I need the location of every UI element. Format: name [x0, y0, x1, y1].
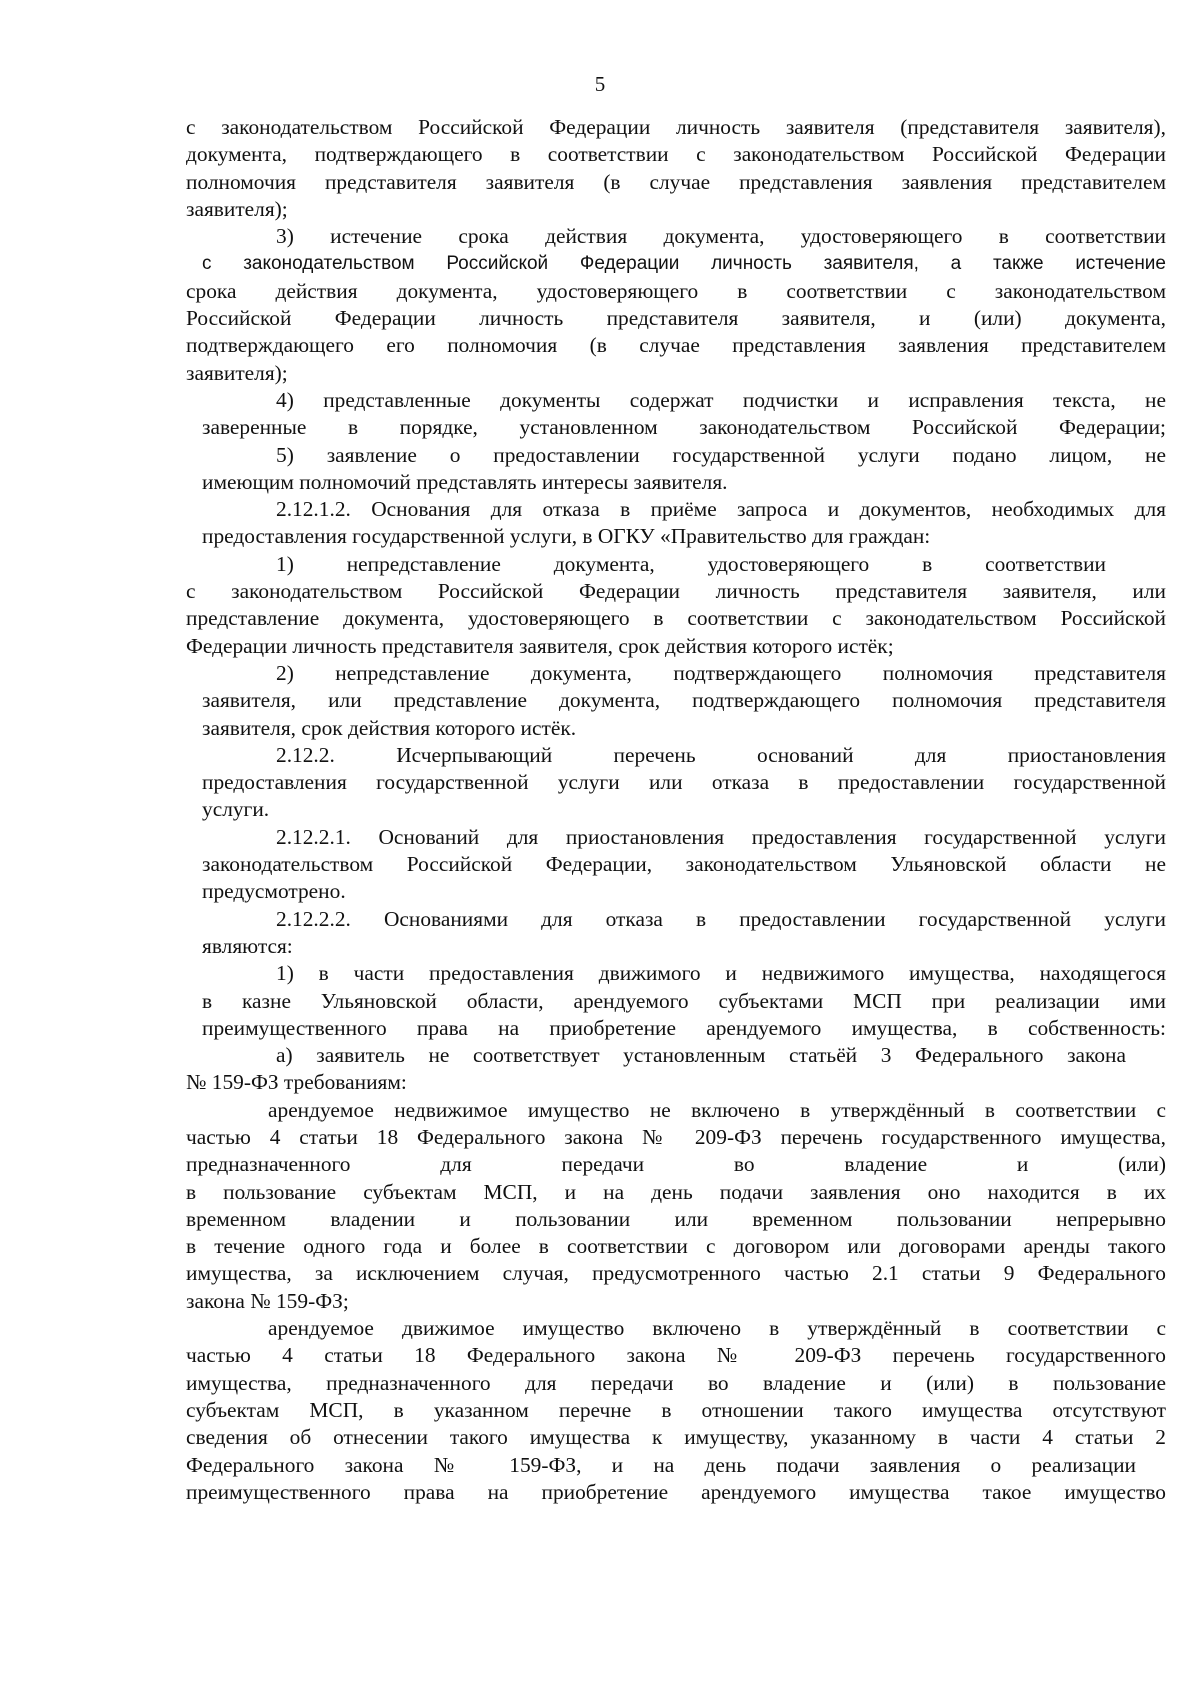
- text-line: заявителя);: [186, 196, 288, 221]
- text-line: предоставления государственной услуги или отказа в предоставлении государственной: [202, 770, 1166, 795]
- text-line: 4) представленные документы содержат подчистки и исправления текста, не: [276, 387, 1166, 412]
- text-line: предоставления государственной услуги, в ОГКУ «Правительство для граждан:: [202, 524, 931, 549]
- text-line: имущества, предназначенного для передачи во владение и (или) в пользование: [186, 1370, 1166, 1395]
- text-line: заявителя, или представление документа, подтверждающего полномочия представителя: [202, 688, 1166, 713]
- text-line: заявителя, срок действия которого истёк.: [202, 715, 577, 740]
- text-line: предназначенного для передачи во владение и (или): [186, 1152, 1166, 1177]
- text-line: сведения об отнесении такого имущества к имуществу, указанному в части 4 статьи 2: [186, 1425, 1166, 1450]
- text-line: с законодательством Российской Федерации личность представителя заявителя, или: [186, 579, 1166, 604]
- text-line: срока действия документа, удостоверяющего в соответствии с законодательством: [186, 278, 1166, 303]
- text-line: с законодательством Российской Федерации личность заявителя, а также истечение: [202, 253, 1166, 275]
- text-line: 2.12.2. Исчерпывающий перечень оснований для приостановления: [276, 742, 1166, 767]
- text-line: арендуемое недвижимое имущество не включено в утверждённый в соответствии с: [268, 1097, 1166, 1122]
- text-line: преимущественного права на приобретение арендуемого имущества такое имущество: [186, 1479, 1166, 1504]
- text-line: а) заявитель не соответствует установленным статьёй 3 Федерального закона: [276, 1043, 1126, 1068]
- text-line: субъектам МСП, в указанном перечне в отношении такого имущества отсутствуют: [186, 1397, 1166, 1422]
- text-line: подтверждающего его полномочия (в случае представления заявления представителем: [186, 333, 1166, 358]
- text-line: закона № 159-ФЗ;: [186, 1288, 349, 1313]
- text-line: документа, подтверждающего в соответствии с законодательством Российской Федерации: [186, 142, 1166, 167]
- text-line: 1) в части предоставления движимого и недвижимого имущества, находящегося: [276, 961, 1166, 986]
- document-body: [186, 114, 1166, 1506]
- text-line: частью 4 статьи 18 Федерального закона № 209-ФЗ перечень государственного: [186, 1343, 1166, 1368]
- text-line: преимущественного права на приобретение арендуемого имущества, в собственность:: [202, 1015, 1166, 1040]
- text-line: полномочия представителя заявителя (в случае представления заявления представителем: [186, 169, 1166, 194]
- text-line: представление документа, удостоверяющего в соответствии с законодательством Российской: [186, 606, 1166, 631]
- text-line: Федерации личность представителя заявителя, срок действия которого истёк;: [186, 633, 894, 658]
- text-line: в казне Ульяновской области, арендуемого субъектами МСП при реализации ими: [202, 988, 1166, 1013]
- text-line: имеющим полномочий представлять интересы заявителя.: [202, 469, 728, 494]
- text-line: законодательством Российской Федерации, законодательством Ульяновской области не: [202, 852, 1166, 877]
- text-line: 1) непредставление документа, удостоверяющего в соответствии: [276, 551, 1106, 576]
- text-line: 2) непредставление документа, подтверждающего полномочия представителя: [276, 660, 1166, 685]
- text-line: Российской Федерации личность представителя заявителя, и (или) документа,: [186, 306, 1166, 331]
- text-line: являются:: [202, 933, 293, 958]
- text-line: с законодательством Российской Федерации личность заявителя (представителя заявителя),: [186, 115, 1166, 139]
- text-line: предусмотрено.: [202, 879, 346, 904]
- page-number: 5: [594, 72, 606, 96]
- text-line: арендуемое движимое имущество включено в утверждённый в соответствии с: [268, 1316, 1166, 1341]
- text-line: заверенные в порядке, установленном законодательством Российской Федерации;: [202, 415, 1166, 440]
- text-line: в течение одного года и более в соответствии с договором или договорами аренды такого: [186, 1234, 1166, 1259]
- text-line: 3) истечение срока действия документа, удостоверяющего в соответствии: [276, 224, 1166, 249]
- text-line: услуги.: [202, 797, 270, 822]
- text-line: заявителя);: [186, 360, 288, 385]
- text-line: имущества, за исключением случая, предусмотренного частью 2.1 статьи 9 Федерального: [186, 1261, 1166, 1286]
- text-line: 2.12.2.1. Оснований для приостановления предоставления государственной услуги: [276, 824, 1166, 849]
- text-line: временном владении и пользовании или временном пользовании непрерывно: [186, 1206, 1166, 1231]
- text-line: Федерального закона № 159-ФЗ, и на день подачи заявления о реализации: [186, 1452, 1136, 1477]
- text-line: в пользование субъектам МСП, и на день подачи заявления оно находится в их: [186, 1179, 1166, 1204]
- text-line: частью 4 статьи 18 Федерального закона № 209-ФЗ перечень государственного имущества,: [186, 1124, 1166, 1149]
- text-line: 2.12.2.2. Основаниями для отказа в предоставлении государственной услуги: [276, 906, 1166, 931]
- text-line: 5) заявление о предоставлении государственной услуги подано лицом, не: [276, 442, 1166, 467]
- text-line: № 159-ФЗ требованиям:: [186, 1070, 407, 1095]
- text-line: 2.12.1.2. Основания для отказа в приёме запроса и документов, необходимых для: [276, 497, 1166, 522]
